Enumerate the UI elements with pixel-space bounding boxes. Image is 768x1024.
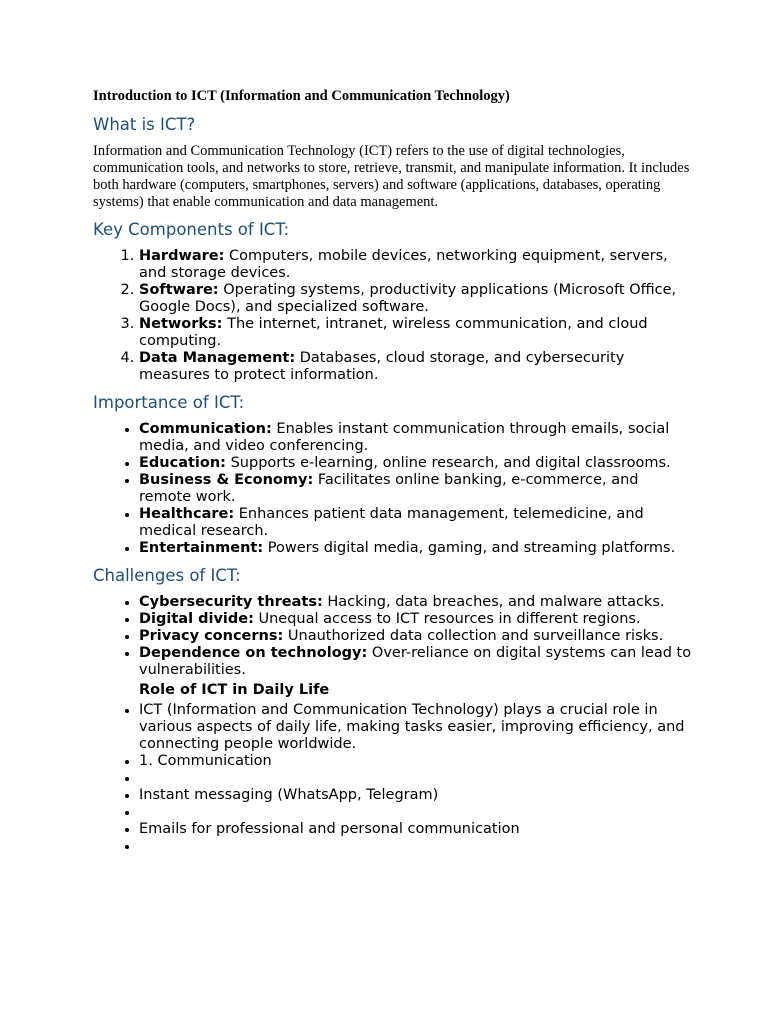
item-desc: Facilitates online banking, e-commerce, and remote work. <box>139 472 639 505</box>
list-item <box>139 594 693 611</box>
list-item: • Instant messaging (WhatsApp, Telegram) <box>139 787 693 804</box>
list-item <box>139 316 693 350</box>
importance-list <box>93 421 693 557</box>
list-item <box>139 421 693 455</box>
list-item <box>139 472 693 506</box>
item-term: Dependence on technology: <box>139 645 368 661</box>
empty-list-item <box>139 770 693 787</box>
item-desc: Unauthorized data collection and surveillance risks. <box>283 628 664 644</box>
list-item <box>139 248 693 282</box>
item-term: Hardware: <box>139 248 225 264</box>
item-desc: The internet, intranet, wireless communication, and cloud computing. <box>139 316 648 349</box>
item-term: Digital divide: <box>139 611 254 627</box>
item-desc: Unequal access to ICT resources in different regions. <box>253 611 641 627</box>
item-desc: Enhances patient data management, telemedicine, and medical research. <box>139 506 644 539</box>
item-term: Entertainment: <box>139 540 264 556</box>
list-item <box>139 506 693 540</box>
list-item <box>139 350 693 384</box>
list-item: • Emails for professional and personal communication <box>139 821 693 838</box>
list-item <box>139 282 693 316</box>
subheading-role-of-ict: Role of ICT in Daily Life <box>139 682 330 698</box>
heading-importance: Importance of ICT: <box>93 393 245 412</box>
item-term: Privacy concerns: <box>139 628 284 644</box>
heading-challenges: Challenges of ICT: <box>93 566 241 585</box>
item-desc: Operating systems, productivity applications (Microsoft Office, Google Docs), and specialized software. <box>139 282 677 315</box>
empty-list-item <box>139 804 693 821</box>
list-item: • 1. Communication <box>139 753 693 770</box>
intro-paragraph: Information and Communication Technology (ICT) refers to the use of digital technologies, communication tools, and networks to store, retrieve, transmit, and manipulate information. It includes both hardware (computers, smartphones, servers) and software (applications, databases, operating systems) that enable communication and data management. <box>93 143 690 210</box>
document-page <box>93 86 693 855</box>
item-term: Communication: <box>139 421 272 437</box>
item-term: Cybersecurity threats: <box>139 594 323 610</box>
item-desc: Enables instant communication through emails, social media, and video conferencing. <box>139 421 670 454</box>
item-term: Business & Economy: <box>139 472 314 488</box>
item-desc: Supports e-learning, online research, and digital classrooms. <box>225 455 671 471</box>
list-item <box>139 455 693 472</box>
item-term: Networks: <box>139 316 223 332</box>
item-desc: Powers digital media, gaming, and streaming platforms. <box>263 540 676 556</box>
heading-what-is-ict: What is ICT? <box>93 115 196 134</box>
heading-key-components: Key Components of ICT: <box>93 220 290 239</box>
empty-list-item <box>139 838 693 855</box>
item-term: Software: <box>139 282 219 298</box>
list-item: • ICT (Information and Communication Technology) plays a crucial role in various aspects of daily life, making tasks easier, improving efficiency, and connecting people worldwide. <box>139 702 693 753</box>
list-item <box>139 628 693 645</box>
item-desc: Databases, cloud storage, and cybersecurity measures to protect information. <box>139 350 625 383</box>
list-item <box>139 645 693 679</box>
item-term: Education: <box>139 455 226 471</box>
item-term: Healthcare: <box>139 506 235 522</box>
item-desc: Over-reliance on digital systems can lead to vulnerabilities. <box>139 645 692 678</box>
list-item <box>139 611 693 628</box>
challenges-list <box>93 594 693 855</box>
document-title: Introduction to ICT (Information and Communication Technology) <box>93 88 510 104</box>
key-components-list <box>93 248 693 384</box>
item-term: Data Management: <box>139 350 296 366</box>
item-desc: Computers, mobile devices, networking equipment, servers, and storage devices. <box>139 248 668 281</box>
item-desc: Hacking, data breaches, and malware attacks. <box>322 594 665 610</box>
list-item <box>139 540 693 557</box>
